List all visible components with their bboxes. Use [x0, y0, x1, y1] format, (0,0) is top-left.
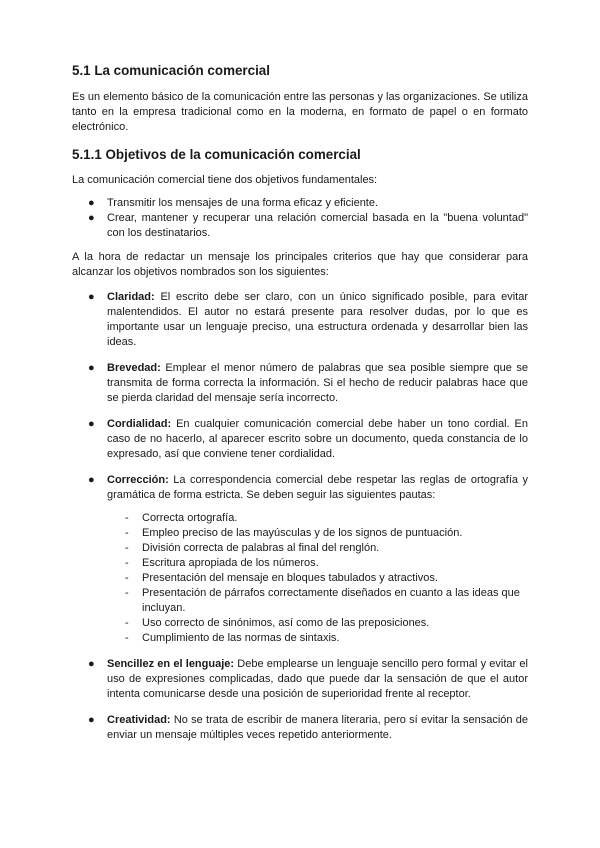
- dash-icon: -: [125, 557, 129, 569]
- list-item: - Cumplimiento de las normas de sintaxis.: [125, 632, 340, 644]
- bullet-icon: ●: [88, 474, 95, 486]
- list-item: - División correcta de palabras al final del renglón.: [125, 542, 380, 554]
- bullet-icon: ●: [88, 291, 95, 303]
- objectives-lead: La comunicación comercial tiene dos objetivos fundamentales:: [72, 174, 378, 186]
- criterion-sencillez: ● Sencillez en el lenguaje: Debe emplearse un lenguaje sencillo pero formal y evitar el uso de expresiones complicadas, dado que puede dar la sensación de que el autor intenta comunicarse desde una posición de superioridad frente al receptor.: [88, 658, 528, 700]
- list-item: ● Crear, mantener y recuperar una relación comercial basada en la "buena voluntad" con los destinatarios.: [88, 212, 528, 239]
- bullet-icon: ●: [88, 658, 95, 670]
- list-item: - Uso correcto de sinónimos, así como de las preposiciones.: [125, 617, 430, 629]
- criteria-list: [72, 290, 528, 743]
- list-item: - Presentación de párrafos correctamente diseñados en cuanto a las ideas que incluyan.: [125, 587, 520, 614]
- section-intro-paragraph: Es un elemento básico de la comunicación entre las personas y las organizaciones. Se utiliza tanto en la empresa tradicional como en la moderna, en formato de papel o en formato electrónico.: [72, 91, 528, 133]
- dash-icon: -: [125, 617, 129, 629]
- dash-icon: -: [125, 542, 129, 554]
- criterion-claridad: ● Claridad: El escrito debe ser claro, con un único significado posible, para evitar malentendidos. El autor no estará presente para resolver dudas, por lo que es importante usar un lenguaje preciso, una estructura ordenada y desarrollar bien las ideas.: [88, 291, 528, 348]
- dash-icon: -: [125, 572, 129, 584]
- dash-icon: -: [125, 512, 129, 524]
- bullet-icon: ●: [88, 212, 95, 224]
- pautas-list: [107, 511, 528, 646]
- criterion-cordialidad: ● Cordialidad: En cualquier comunicación comercial debe haber un tono cordial. En caso de no hacerlo, al aparecer escrito sobre un documento, queda constancia de lo expresado, así que conviene tener cordialidad.: [88, 418, 528, 460]
- list-item: ● Transmitir los mensajes de una forma eficaz y eficiente.: [88, 197, 379, 209]
- list-item: - Escritura apropiada de los números.: [125, 557, 319, 569]
- section-title: 5.1 La comunicación comercial: [72, 63, 270, 78]
- subsection-title: 5.1.1 Objetivos de la comunicación comercial: [72, 147, 361, 162]
- dash-icon: -: [125, 632, 129, 644]
- dash-icon: -: [125, 527, 129, 539]
- criterion-brevedad: ● Brevedad: Emplear el menor número de palabras que sea posible siempre que se transmita de forma correcta la información. Si el hecho de reducir palabras hace que se pierda claridad del mensaje sería incorrecto.: [88, 362, 528, 404]
- bullet-icon: ●: [88, 714, 95, 726]
- bullet-icon: ●: [88, 197, 95, 209]
- list-item: - Presentación del mensaje en bloques tabulados y atractivos.: [125, 572, 438, 584]
- criterion-correccion: ● Corrección: La correspondencia comercial debe respetar las reglas de ortografía y gramática de forma estricta. Se deben seguir las siguientes pautas: - Correcta ortografía. - Empleo preciso de las mayúsculas y de los signos de puntuación. - División correcta de palabras al final del renglón. - Escritura apropiada de los números. - Presentación del mensaje en bloques tabulados y atractivos. - Presentación de párrafos correctamente diseñados en cuanto a las ideas que incluyan. - Uso correcto de sinónimos, así como de las preposiciones. - Cumplimiento de las normas de sintaxis.: [88, 474, 528, 644]
- bullet-icon: ●: [88, 362, 95, 374]
- list-item: - Correcta ortografía.: [125, 512, 238, 524]
- dash-icon: -: [125, 587, 129, 599]
- criterion-creatividad: ● Creatividad: No se trata de escribir de manera literaria, pero sí evitar la sensación de enviar un mensaje múltiples veces repetido anteriormente.: [88, 714, 528, 741]
- list-item: - Empleo preciso de las mayúsculas y de los signos de puntuación.: [125, 527, 463, 539]
- objectives-list: [72, 196, 528, 241]
- document-page: [72, 62, 528, 754]
- bullet-icon: ●: [88, 418, 95, 430]
- criteria-intro-paragraph: A la hora de redactar un mensaje los principales criterios que hay que considerar para alcanzar los objetivos nombrados son los siguientes:: [72, 251, 528, 278]
